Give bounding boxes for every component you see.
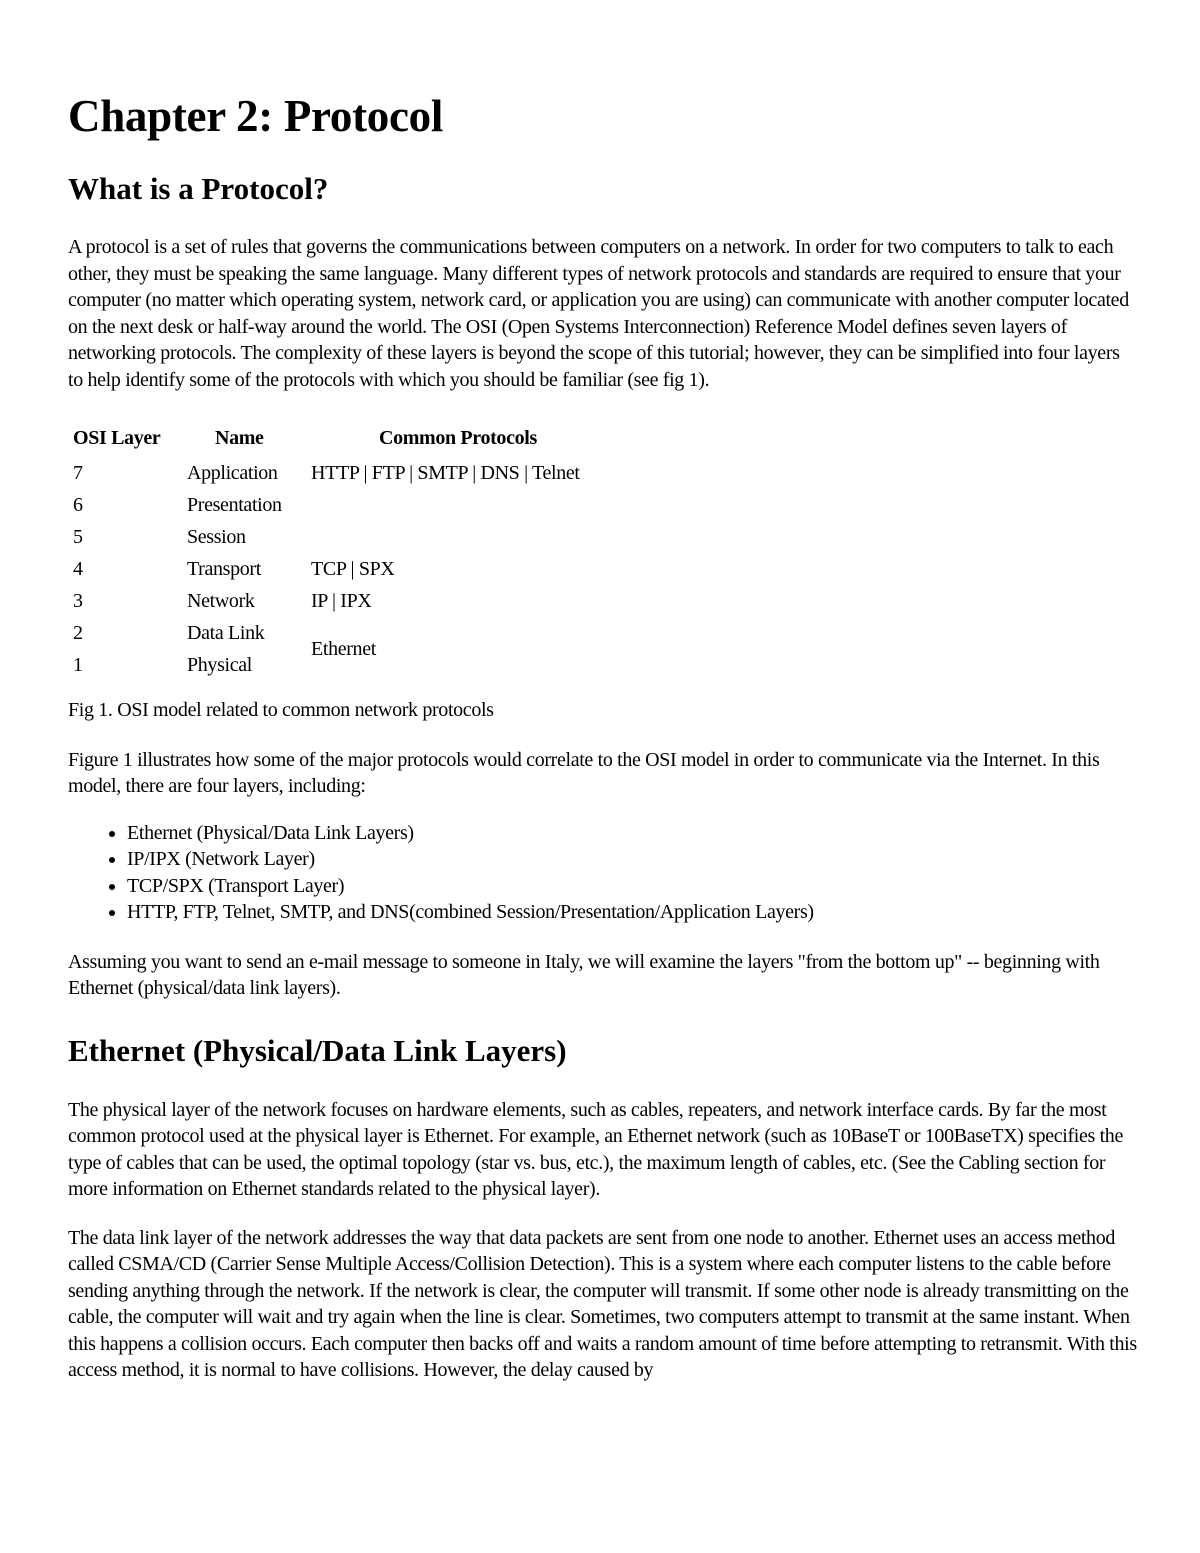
layer-protocols: TCP | SPX <box>311 558 395 580</box>
list-item: • HTTP, FTP, Telnet, SMTP, and DNS(combined Session/Presentation/Application Layers) <box>127 899 1138 926</box>
list-item: • TCP/SPX (Transport Layer) <box>127 873 1138 900</box>
document-page <box>68 88 1138 1384</box>
data-link-paragraph: The data link layer of the network addresses the way that data packets are sent from one node to another. Ethernet uses an access method called CSMA/CD (Carrier Sense Multiple Access/Collision Detection). This is a system where each computer listens to the cable before sending anything through the network. If the network is clear, the computer will transmit. If some other node is already transmitting on the cable, the computer will wait and try again when the line is clear. Sometimes, two computers attempt to transmit at the same instant. When this happens a collision occurs. Each computer then backs off and waits a random amount of time before attempting to retransmit. With this access method, it is normal to have collisions. However, the delay caused by <box>68 1226 1137 1381</box>
layer-name: Transport <box>187 558 261 580</box>
table-header-row <box>71 425 582 457</box>
layer-name: Application <box>187 462 278 484</box>
layer-number: 5 <box>73 526 83 548</box>
section-heading-what-is-protocol: What is a Protocol? <box>68 171 329 206</box>
layer-name: Physical <box>187 654 252 676</box>
list-item: • Ethernet (Physical/Data Link Layers) <box>127 820 1138 847</box>
layer-number: 6 <box>73 494 83 516</box>
physical-layer-paragraph: The physical layer of the network focuses on hardware elements, such as cables, repeaters, and network interface cards. By far the most common protocol used at the physical layer is Ethernet. For example, an Ethernet network (such as 10BaseT or 100BaseTX) specifies the type of cables that can be used, the optimal topology (star vs. bus, etc.), the maximum length of cables, etc. (See the Cabling section for more information on Ethernet standards related to the physical layer). <box>68 1098 1123 1200</box>
layer-name: Session <box>187 526 246 548</box>
layer-protocols <box>309 489 582 521</box>
layer-number: 7 <box>73 462 83 484</box>
layer-protocols: IP | IPX <box>311 590 372 612</box>
layer-name: Data Link <box>187 622 265 644</box>
layer-protocols: Ethernet <box>311 638 376 660</box>
chapter-title: Chapter 2: Protocol <box>68 91 444 141</box>
table-row <box>71 585 582 617</box>
layer-name: Presentation <box>187 494 282 516</box>
email-paragraph: Assuming you want to send an e-mail message to someone in Italy, we will examine the layers "from the bottom up" -- beginning with Ethernet (physical/data link layers). <box>68 950 1100 999</box>
layer-protocols <box>309 521 582 553</box>
section-heading-ethernet: Ethernet (Physical/Data Link Layers) <box>68 1032 567 1068</box>
table-row <box>71 553 582 585</box>
layer-number: 2 <box>73 622 83 644</box>
layer-protocols: HTTP | FTP | SMTP | DNS | Telnet <box>311 462 580 484</box>
figure-paragraph: Figure 1 illustrates how some of the major protocols would correlate to the OSI model in order to communicate via the Internet. In this model, there are four layers, including: <box>68 748 1100 797</box>
header-osi-layer: OSI Layer <box>73 427 161 449</box>
layer-name: Network <box>187 590 255 612</box>
layers-list <box>68 820 1138 926</box>
header-name: Name <box>215 427 264 449</box>
osi-table <box>71 425 582 681</box>
layer-number: 3 <box>73 590 83 612</box>
list-item: • IP/IPX (Network Layer) <box>127 846 1138 873</box>
table-row <box>71 457 582 489</box>
layer-number: 1 <box>73 654 83 676</box>
figure-caption: Fig 1. OSI model related to common network protocols <box>68 699 494 721</box>
table-row <box>71 489 582 521</box>
table-row <box>71 617 582 649</box>
intro-paragraph: A protocol is a set of rules that governs the communications between computers on a network. In order for two computers to talk to each other, they must be speaking the same language. Many different types of network protocols and standards are required to ensure that your computer (no matter which operating system, network card, or application you are using) can communicate with another computer located on the next desk or half-way around the world. The OSI (Open Systems Interconnection) Reference Model defines seven layers of networking protocols. The complexity of these layers is beyond the scope of this tutorial; however, they can be simplified into four layers to help identify some of the protocols with which you should be familiar (see fig 1). <box>68 236 1129 391</box>
header-common-protocols: Common Protocols <box>379 427 537 449</box>
layer-number: 4 <box>73 558 83 580</box>
table-row <box>71 521 582 553</box>
